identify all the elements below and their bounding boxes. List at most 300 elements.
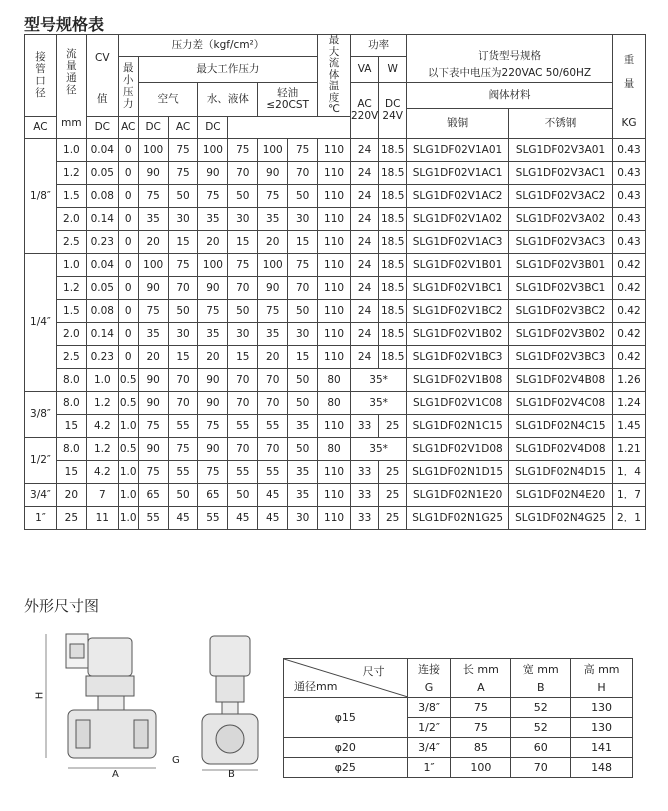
temp-cell: 110 xyxy=(318,161,351,184)
weight-cell: 1．7 xyxy=(612,483,645,506)
cv-cell: 0.05 xyxy=(86,276,118,299)
pressure-cell: 65 xyxy=(198,483,228,506)
hdr-mm: mm xyxy=(56,109,86,139)
va-cell: 24 xyxy=(350,230,378,253)
model-stainless-cell: SLG1DF02V3BC2 xyxy=(509,299,613,322)
pressure-cell: 45 xyxy=(258,506,288,529)
pressure-cell: 75 xyxy=(198,299,228,322)
pressure-cell: 55 xyxy=(198,506,228,529)
w-cell: 18.5 xyxy=(379,253,407,276)
wid-cell: 60 xyxy=(511,738,571,758)
pressure-cell: 75 xyxy=(138,184,168,207)
va-cell: 24 xyxy=(350,299,378,322)
dims-hdr-conn: 连接 xyxy=(407,659,451,679)
flow-dia-cell: 2.5 xyxy=(56,230,86,253)
power-cell: 35* xyxy=(350,391,406,414)
hdr-max-temp: 最 大 流 体 温 度 ℃ xyxy=(318,35,351,117)
pressure-cell: 75 xyxy=(138,414,168,437)
pressure-cell: 20 xyxy=(138,230,168,253)
pressure-cell: 90 xyxy=(198,276,228,299)
pressure-cell: 35 xyxy=(258,322,288,345)
w-cell: 25 xyxy=(379,506,407,529)
pressure-cell: 75 xyxy=(258,299,288,322)
cv-cell: 4.2 xyxy=(86,414,118,437)
model-brass-cell: SLG1DF02V1BC2 xyxy=(407,299,509,322)
model-stainless-cell: SLG1DF02V3B02 xyxy=(509,322,613,345)
model-stainless-cell: SLG1DF02N4C15 xyxy=(509,414,613,437)
pressure-cell: 75 xyxy=(228,253,258,276)
flow-dia-cell: 1.0 xyxy=(56,253,86,276)
pressure-cell: 90 xyxy=(198,161,228,184)
model-stainless-cell: SLG1DF02V3BC3 xyxy=(509,345,613,368)
pressure-cell: 30 xyxy=(228,322,258,345)
cv-cell: 0.14 xyxy=(86,207,118,230)
pressure-cell: 50 xyxy=(168,483,198,506)
power-cell: 35* xyxy=(350,368,406,391)
w-cell: 18.5 xyxy=(379,322,407,345)
pressure-cell: 75 xyxy=(168,138,198,161)
valve-side-view-drawing xyxy=(188,628,272,780)
temp-cell: 80 xyxy=(318,368,351,391)
temp-cell: 110 xyxy=(318,460,351,483)
w-cell: 18.5 xyxy=(379,230,407,253)
pressure-cell: 75 xyxy=(138,299,168,322)
pressure-cell: 35 xyxy=(258,207,288,230)
hdr-min-pressure: 最 小 压 力 xyxy=(118,57,138,117)
model-brass-cell: SLG1DF02V1B01 xyxy=(407,253,509,276)
pressure-cell: 65 xyxy=(138,483,168,506)
pressure-cell: 90 xyxy=(198,391,228,414)
spec-table xyxy=(24,34,646,530)
hdr-flow-dia: 流 量 通 径 xyxy=(56,35,86,109)
pressure-cell: 90 xyxy=(198,437,228,460)
dim-label-h: H xyxy=(34,691,46,700)
pressure-cell: 50 xyxy=(288,184,318,207)
table-row xyxy=(25,345,646,368)
flow-dia-cell: 1.2 xyxy=(56,276,86,299)
w-cell: 18.5 xyxy=(379,299,407,322)
w-cell: 25 xyxy=(379,460,407,483)
table-row xyxy=(25,253,646,276)
port-cell: 3/8″ xyxy=(25,391,57,437)
model-stainless-cell: SLG1DF02N4E20 xyxy=(509,483,613,506)
va-cell: 33 xyxy=(350,506,378,529)
min-pressure-cell: 1.0 xyxy=(118,483,138,506)
min-pressure-cell: 1.0 xyxy=(118,460,138,483)
model-stainless-cell: SLG1DF02V3A02 xyxy=(509,207,613,230)
cv-cell: 11 xyxy=(86,506,118,529)
temp-cell: 110 xyxy=(318,253,351,276)
weight-cell: 0.42 xyxy=(612,322,645,345)
va-cell: 33 xyxy=(350,483,378,506)
pressure-cell: 55 xyxy=(168,414,198,437)
pressure-cell: 50 xyxy=(228,299,258,322)
table-row xyxy=(25,299,646,322)
conn-cell: 1″ xyxy=(407,758,451,778)
temp-cell: 80 xyxy=(318,391,351,414)
min-pressure-cell: 1.0 xyxy=(118,506,138,529)
va-cell: 24 xyxy=(350,207,378,230)
pressure-cell: 35 xyxy=(198,322,228,345)
pressure-cell: 45 xyxy=(168,506,198,529)
pressure-cell: 75 xyxy=(138,460,168,483)
dims-hdr-size: 尺寸 xyxy=(362,665,385,678)
cv-cell: 0.04 xyxy=(86,138,118,161)
conn-cell: 3/8″ xyxy=(407,698,451,718)
flow-dia-cell: 15 xyxy=(56,460,86,483)
hdr-air-dc: DC xyxy=(86,116,118,138)
pressure-cell: 50 xyxy=(288,299,318,322)
port-cell: 1/4″ xyxy=(25,253,57,391)
min-pressure-cell: 0 xyxy=(118,322,138,345)
table-row xyxy=(25,391,646,414)
w-cell: 18.5 xyxy=(379,138,407,161)
pressure-cell: 35 xyxy=(288,414,318,437)
hdr-water-dc: DC xyxy=(138,116,168,138)
port-cell: 1″ xyxy=(25,506,57,529)
min-pressure-cell: 0 xyxy=(118,184,138,207)
pressure-cell: 90 xyxy=(258,276,288,299)
pressure-cell: 50 xyxy=(288,391,318,414)
hdr-weight: 重 量 xyxy=(612,35,645,109)
va-cell: 24 xyxy=(350,253,378,276)
hgt-cell: 141 xyxy=(571,738,633,758)
pressure-cell: 100 xyxy=(258,253,288,276)
pressure-cell: 70 xyxy=(288,276,318,299)
pressure-cell: 90 xyxy=(138,276,168,299)
dim-label-b: B xyxy=(228,769,235,780)
hdr-ac220: AC 220V xyxy=(350,82,378,138)
hdr-w: W xyxy=(379,57,407,83)
len-cell: 75 xyxy=(451,698,511,718)
pressure-cell: 55 xyxy=(228,460,258,483)
temp-cell: 110 xyxy=(318,276,351,299)
pressure-cell: 50 xyxy=(288,437,318,460)
pressure-cell: 70 xyxy=(228,391,258,414)
pressure-cell: 35 xyxy=(288,483,318,506)
va-cell: 33 xyxy=(350,460,378,483)
pressure-cell: 70 xyxy=(228,437,258,460)
flow-dia-cell: 25 xyxy=(56,506,86,529)
dims-hdr-diag xyxy=(284,659,408,698)
hdr-material: 阀体材料 xyxy=(407,82,613,109)
pressure-cell: 100 xyxy=(198,253,228,276)
pressure-cell: 15 xyxy=(168,345,198,368)
pressure-cell: 50 xyxy=(228,184,258,207)
hgt-cell: 130 xyxy=(571,698,633,718)
pressure-cell: 100 xyxy=(258,138,288,161)
pressure-cell: 100 xyxy=(198,138,228,161)
pressure-cell: 30 xyxy=(288,207,318,230)
pressure-cell: 35 xyxy=(288,460,318,483)
va-cell: 33 xyxy=(350,414,378,437)
dims-hdr-hgt-unit: H xyxy=(571,678,633,698)
model-stainless-cell: SLG1DF02V4B08 xyxy=(509,368,613,391)
port-cell: 3/4″ xyxy=(25,483,57,506)
weight-cell: 0.43 xyxy=(612,161,645,184)
pressure-cell: 70 xyxy=(168,276,198,299)
min-pressure-cell: 0 xyxy=(118,207,138,230)
table-row xyxy=(25,184,646,207)
bore-cell: φ20 xyxy=(284,738,408,758)
w-cell: 25 xyxy=(379,414,407,437)
cv-cell: 1.2 xyxy=(86,437,118,460)
bore-cell: φ25 xyxy=(284,758,408,778)
pressure-cell: 75 xyxy=(198,460,228,483)
cv-cell: 0.08 xyxy=(86,299,118,322)
pressure-cell: 55 xyxy=(228,414,258,437)
min-pressure-cell: 0.5 xyxy=(118,391,138,414)
model-stainless-cell: SLG1DF02V3AC1 xyxy=(509,161,613,184)
pressure-cell: 90 xyxy=(138,368,168,391)
pressure-cell: 55 xyxy=(258,460,288,483)
pressure-cell: 55 xyxy=(258,414,288,437)
pressure-cell: 75 xyxy=(168,437,198,460)
pressure-cell: 30 xyxy=(288,506,318,529)
table-row xyxy=(25,437,646,460)
hdr-kg: KG xyxy=(612,109,645,139)
model-brass-cell: SLG1DF02N1E20 xyxy=(407,483,509,506)
va-cell: 24 xyxy=(350,276,378,299)
pressure-cell: 30 xyxy=(168,322,198,345)
model-brass-cell: SLG1DF02V1BC3 xyxy=(407,345,509,368)
pressure-cell: 50 xyxy=(168,299,198,322)
pressure-cell: 15 xyxy=(288,230,318,253)
valve-front-view-drawing xyxy=(28,628,168,780)
va-cell: 24 xyxy=(350,161,378,184)
dims-table xyxy=(283,658,633,778)
flow-dia-cell: 2.5 xyxy=(56,345,86,368)
pressure-cell: 45 xyxy=(228,506,258,529)
table-row xyxy=(25,230,646,253)
hgt-cell: 148 xyxy=(571,758,633,778)
weight-cell: 0.43 xyxy=(612,184,645,207)
dims-title: 外形尺寸图 xyxy=(24,597,100,615)
model-brass-cell: SLG1DF02V1B02 xyxy=(407,322,509,345)
hdr-cv: CV xyxy=(86,35,118,83)
flow-dia-cell: 1.2 xyxy=(56,161,86,184)
model-brass-cell: SLG1DF02V1AC3 xyxy=(407,230,509,253)
pressure-cell: 100 xyxy=(138,253,168,276)
temp-cell: 110 xyxy=(318,138,351,161)
flow-dia-cell: 20 xyxy=(56,483,86,506)
len-cell: 100 xyxy=(451,758,511,778)
weight-cell: 0.42 xyxy=(612,345,645,368)
min-pressure-cell: 0 xyxy=(118,161,138,184)
table-row xyxy=(25,138,646,161)
temp-cell: 110 xyxy=(318,299,351,322)
temp-cell: 110 xyxy=(318,184,351,207)
model-brass-cell: SLG1DF02V1A01 xyxy=(407,138,509,161)
pressure-cell: 70 xyxy=(258,437,288,460)
w-cell: 18.5 xyxy=(379,276,407,299)
wid-cell: 52 xyxy=(511,718,571,738)
dims-hdr-conn-unit: G xyxy=(407,678,451,698)
port-cell: 1/2″ xyxy=(25,437,57,483)
pressure-cell: 20 xyxy=(198,345,228,368)
pressure-cell: 75 xyxy=(168,161,198,184)
cv-cell: 0.14 xyxy=(86,322,118,345)
cv-cell: 0.23 xyxy=(86,230,118,253)
model-stainless-cell: SLG1DF02V4D08 xyxy=(509,437,613,460)
hdr-oil-ac: AC xyxy=(168,116,198,138)
flow-dia-cell: 2.0 xyxy=(56,207,86,230)
pressure-cell: 75 xyxy=(288,253,318,276)
hdr-oil: 轻油 ≤20CST xyxy=(258,82,318,116)
pressure-cell: 45 xyxy=(258,483,288,506)
flow-dia-cell: 2.0 xyxy=(56,322,86,345)
model-brass-cell: SLG1DF02N1C15 xyxy=(407,414,509,437)
weight-cell: 1.21 xyxy=(612,437,645,460)
pressure-cell: 90 xyxy=(138,161,168,184)
hdr-air: 空气 xyxy=(138,82,198,116)
model-stainless-cell: SLG1DF02V3AC2 xyxy=(509,184,613,207)
pressure-cell: 20 xyxy=(138,345,168,368)
table-row xyxy=(284,738,633,758)
len-cell: 75 xyxy=(451,718,511,738)
min-pressure-cell: 1.0 xyxy=(118,414,138,437)
dims-hdr-bore: 通径mm xyxy=(294,680,338,693)
table-row xyxy=(25,207,646,230)
pressure-cell: 70 xyxy=(258,368,288,391)
weight-cell: 0.42 xyxy=(612,299,645,322)
dims-hdr-len-unit: A xyxy=(451,678,511,698)
va-cell: 24 xyxy=(350,345,378,368)
min-pressure-cell: 0 xyxy=(118,253,138,276)
pressure-cell: 20 xyxy=(258,230,288,253)
hdr-max-work: 最大工作压力 xyxy=(138,57,317,83)
dims-hdr-wid-unit: B xyxy=(511,678,571,698)
wid-cell: 52 xyxy=(511,698,571,718)
pressure-cell: 20 xyxy=(258,345,288,368)
weight-cell: 1.26 xyxy=(612,368,645,391)
pressure-cell: 15 xyxy=(228,230,258,253)
pressure-cell: 70 xyxy=(168,368,198,391)
weight-cell: 1.24 xyxy=(612,391,645,414)
temp-cell: 80 xyxy=(318,437,351,460)
pressure-cell: 75 xyxy=(198,184,228,207)
temp-cell: 110 xyxy=(318,230,351,253)
cv-cell: 0.08 xyxy=(86,184,118,207)
model-stainless-cell: SLG1DF02V3AC3 xyxy=(509,230,613,253)
model-stainless-cell: SLG1DF02V3A01 xyxy=(509,138,613,161)
w-cell: 18.5 xyxy=(379,161,407,184)
min-pressure-cell: 0 xyxy=(118,138,138,161)
hdr-cv-val: 值 xyxy=(86,82,118,116)
dim-label-a: A xyxy=(112,769,119,780)
cv-cell: 0.05 xyxy=(86,161,118,184)
hdr-air-ac: AC xyxy=(25,116,57,138)
pressure-cell: 70 xyxy=(228,276,258,299)
pressure-cell: 75 xyxy=(288,138,318,161)
hdr-va: VA xyxy=(350,57,378,83)
flow-dia-cell: 8.0 xyxy=(56,437,86,460)
va-cell: 24 xyxy=(350,322,378,345)
model-stainless-cell: SLG1DF02V3B01 xyxy=(509,253,613,276)
pressure-cell: 70 xyxy=(228,368,258,391)
pressure-cell: 35 xyxy=(138,322,168,345)
cv-cell: 0.04 xyxy=(86,253,118,276)
hdr-power: 功率 xyxy=(350,35,406,57)
flow-dia-cell: 8.0 xyxy=(56,368,86,391)
weight-cell: 0.42 xyxy=(612,253,645,276)
pressure-cell: 15 xyxy=(228,345,258,368)
temp-cell: 110 xyxy=(318,506,351,529)
model-brass-cell: SLG1DF02V1C08 xyxy=(407,391,509,414)
cv-cell: 1.2 xyxy=(86,391,118,414)
dims-hdr-hgt: 高 mm xyxy=(571,659,633,679)
table-row xyxy=(25,483,646,506)
spec-table-title: 型号规格表 xyxy=(24,15,105,34)
flow-dia-cell: 15 xyxy=(56,414,86,437)
model-stainless-cell: SLG1DF02V4C08 xyxy=(509,391,613,414)
power-cell: 35* xyxy=(350,437,406,460)
table-row xyxy=(25,322,646,345)
min-pressure-cell: 0.5 xyxy=(118,437,138,460)
pressure-cell: 100 xyxy=(138,138,168,161)
pressure-cell: 50 xyxy=(228,483,258,506)
cv-cell: 1.0 xyxy=(86,368,118,391)
temp-cell: 110 xyxy=(318,345,351,368)
pressure-cell: 75 xyxy=(228,138,258,161)
min-pressure-cell: 0 xyxy=(118,230,138,253)
table-row xyxy=(25,506,646,529)
pressure-cell: 75 xyxy=(258,184,288,207)
pressure-cell: 55 xyxy=(138,506,168,529)
pressure-cell: 30 xyxy=(168,207,198,230)
weight-cell: 0.43 xyxy=(612,138,645,161)
cv-cell: 0.23 xyxy=(86,345,118,368)
dims-hdr-wid: 宽 mm xyxy=(511,659,571,679)
pressure-cell: 90 xyxy=(138,437,168,460)
cv-cell: 7 xyxy=(86,483,118,506)
w-cell: 18.5 xyxy=(379,207,407,230)
table-row xyxy=(25,460,646,483)
pressure-cell: 75 xyxy=(198,414,228,437)
weight-cell: 2．1 xyxy=(612,506,645,529)
hdr-order: 订货型号规格 以下表中电压为220VAC 50/60HZ xyxy=(407,35,613,83)
hdr-pressure-diff: 压力差（kgf/cm²） xyxy=(118,35,317,57)
va-cell: 24 xyxy=(350,184,378,207)
min-pressure-cell: 0.5 xyxy=(118,368,138,391)
dim-label-g: G xyxy=(172,755,180,766)
pressure-cell: 30 xyxy=(228,207,258,230)
table-row xyxy=(25,276,646,299)
conn-cell: 1/2″ xyxy=(407,718,451,738)
model-brass-cell: SLG1DF02V1BC1 xyxy=(407,276,509,299)
model-brass-cell: SLG1DF02V1B08 xyxy=(407,368,509,391)
hdr-dc24: DC 24V xyxy=(379,82,407,138)
model-brass-cell: SLG1DF02V1AC1 xyxy=(407,161,509,184)
cv-cell: 4.2 xyxy=(86,460,118,483)
len-cell: 85 xyxy=(451,738,511,758)
model-brass-cell: SLG1DF02V1AC2 xyxy=(407,184,509,207)
pressure-cell: 30 xyxy=(288,322,318,345)
table-row xyxy=(284,698,633,718)
hdr-stainless: 不锈钢 xyxy=(509,109,613,139)
temp-cell: 110 xyxy=(318,207,351,230)
table-row xyxy=(284,758,633,778)
port-cell: 1/8″ xyxy=(25,138,57,253)
pressure-cell: 35 xyxy=(198,207,228,230)
flow-dia-cell: 1.5 xyxy=(56,299,86,322)
hgt-cell: 130 xyxy=(571,718,633,738)
pressure-cell: 55 xyxy=(168,460,198,483)
table-row xyxy=(25,161,646,184)
min-pressure-cell: 0 xyxy=(118,345,138,368)
model-brass-cell: SLG1DF02V1A02 xyxy=(407,207,509,230)
weight-cell: 1．4 xyxy=(612,460,645,483)
